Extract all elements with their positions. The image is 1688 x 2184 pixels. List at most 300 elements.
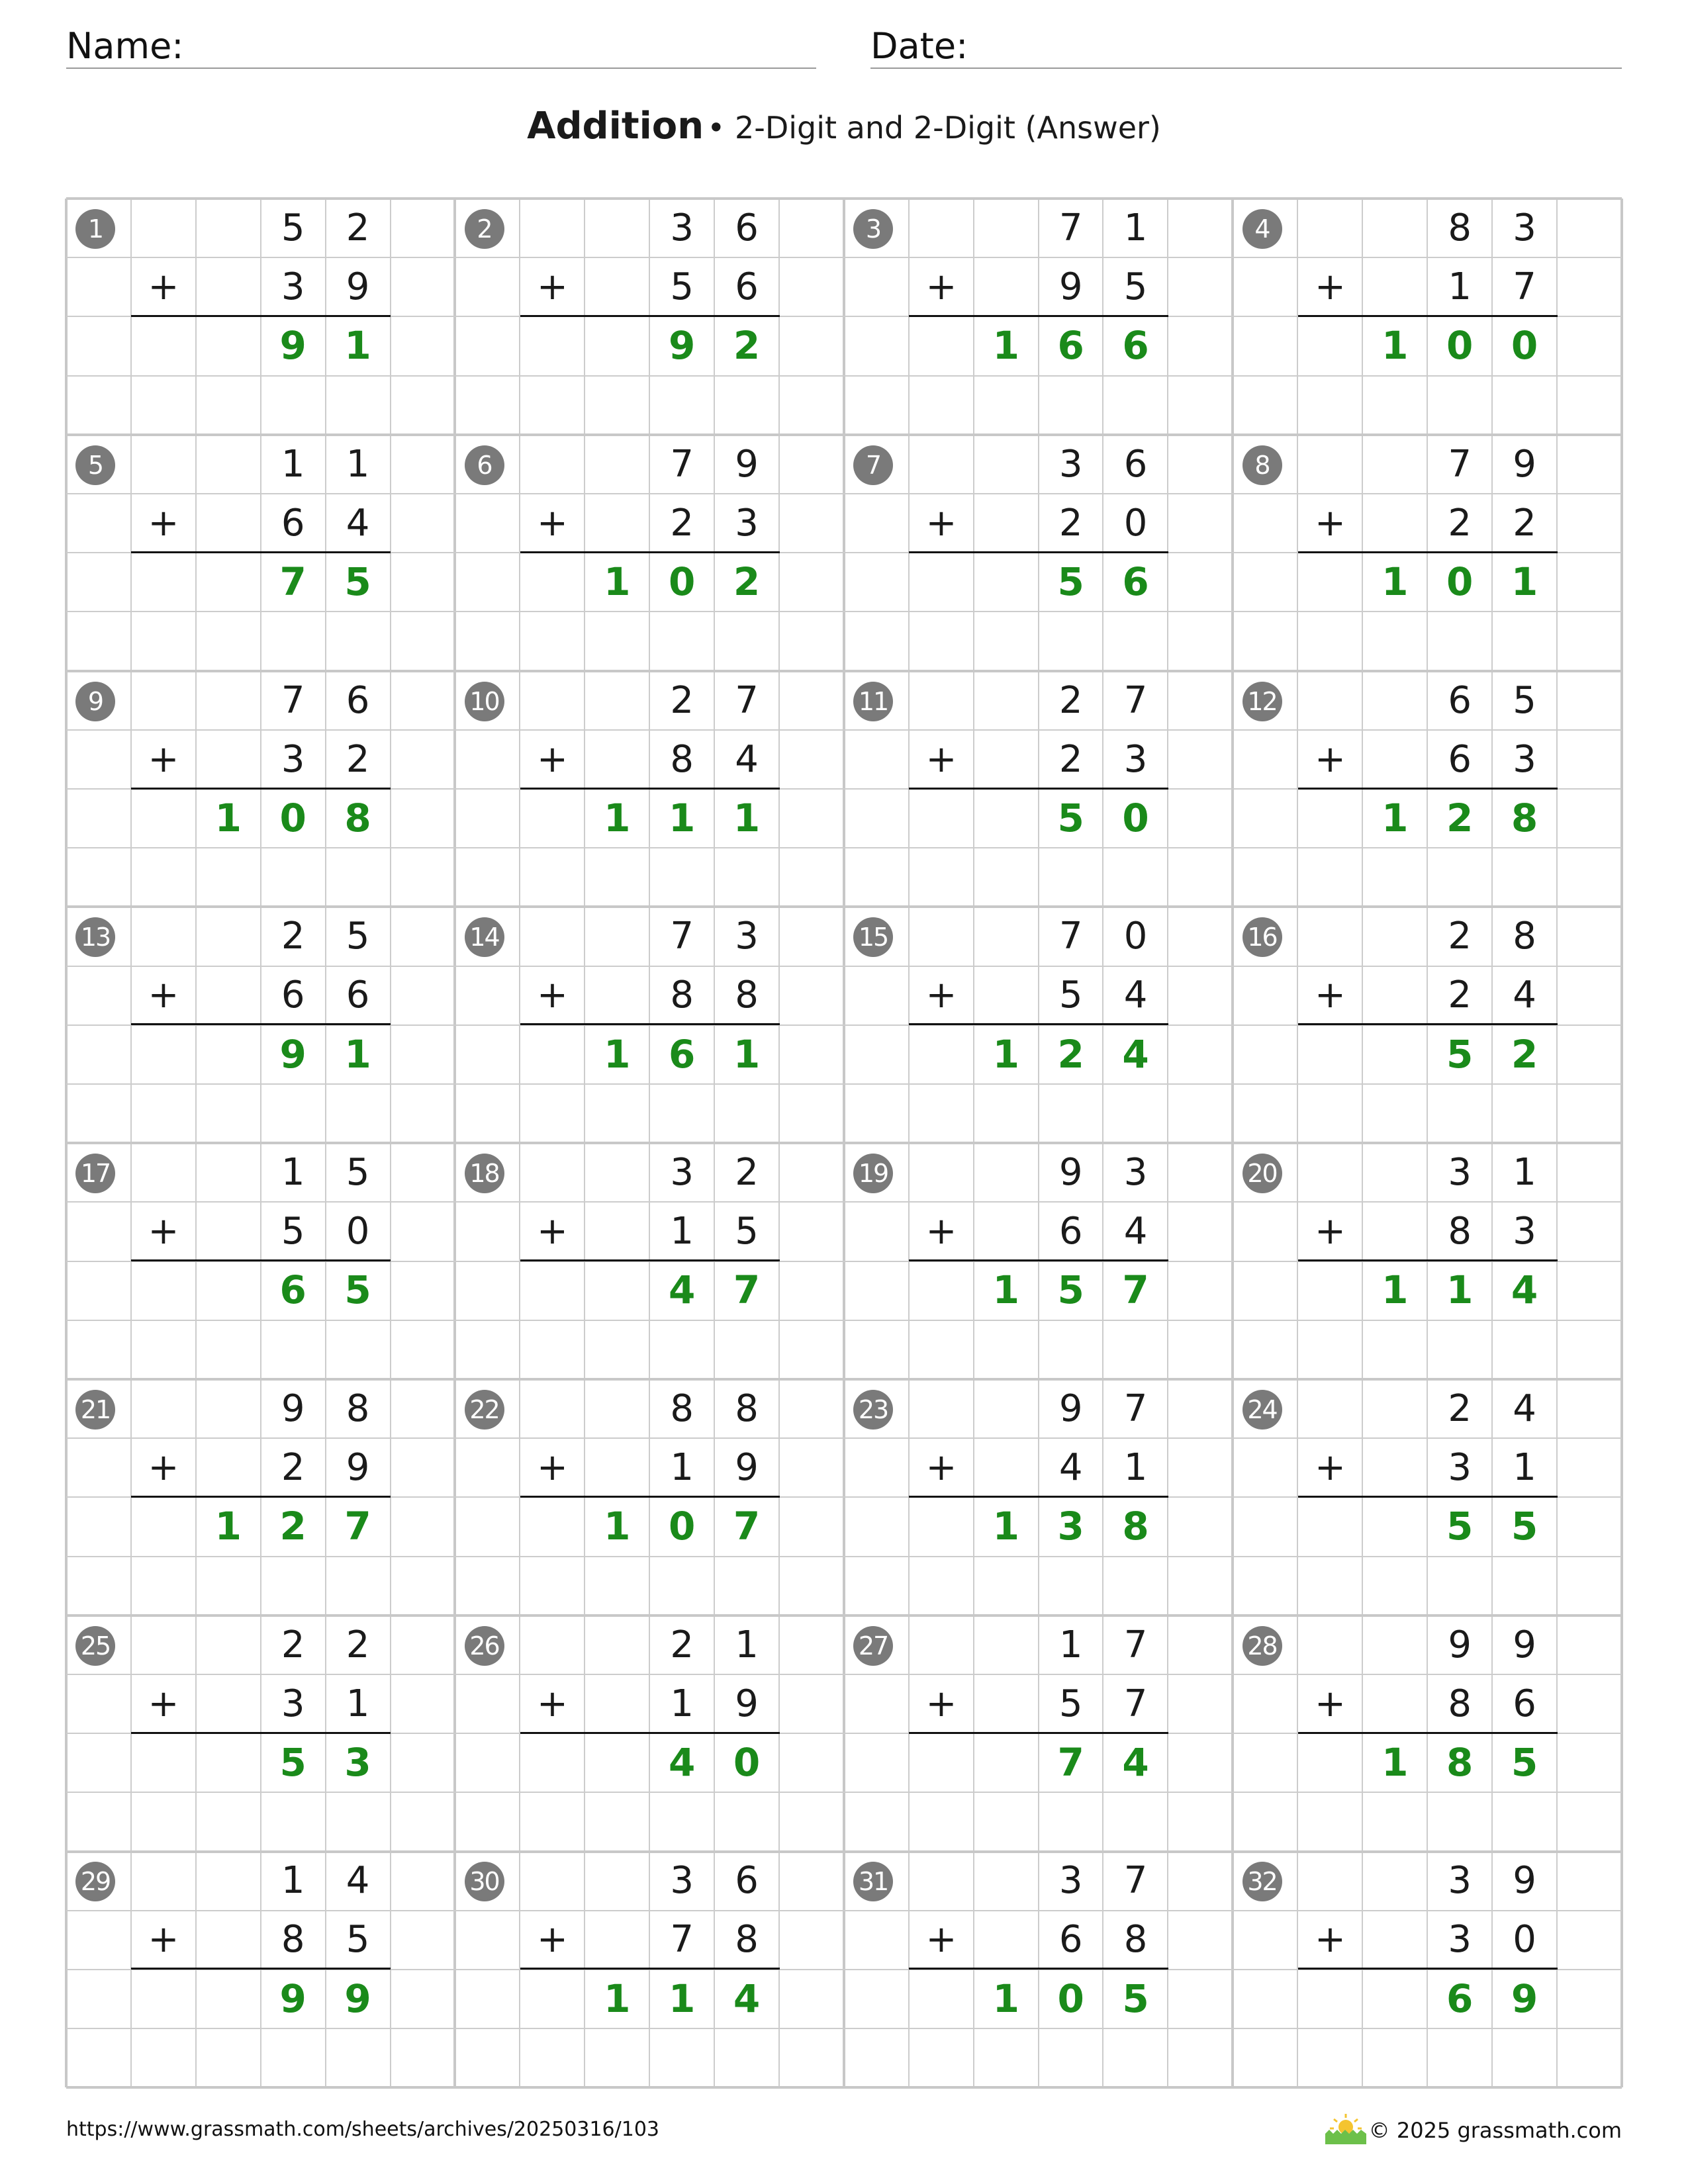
top-addend-digit: 2 (1058, 678, 1083, 722)
top-addend-digit: 8 (735, 1387, 759, 1430)
problem-number-badge: 29 (75, 1862, 115, 1901)
top-addend-digit: 6 (735, 206, 759, 250)
title-main: Addition (527, 105, 704, 148)
footer-copyright: © 2025 grassmath.com (1368, 2118, 1622, 2143)
bottom-addend-digit: 3 (281, 737, 305, 781)
top-addend-digit: 3 (1123, 1151, 1148, 1194)
answer-digit: 7 (733, 1504, 761, 1549)
problem-number-badge: 8 (1243, 445, 1282, 485)
bottom-addend-digit: 5 (346, 1918, 370, 1962)
plus-operator: + (537, 1445, 568, 1489)
answer-digit: 0 (1057, 1976, 1084, 2021)
problem-cell (1233, 1851, 1622, 2087)
answer-digit: 7 (1122, 1267, 1149, 1313)
top-addend-digit: 7 (735, 678, 759, 722)
top-addend-digit: 9 (1058, 1151, 1083, 1194)
top-addend-digit: 2 (670, 678, 694, 722)
problem-number-badge: 1 (75, 209, 115, 249)
answer-digit: 4 (1122, 1031, 1149, 1077)
bottom-addend-digit: 6 (346, 974, 370, 1017)
top-addend-digit: 7 (1123, 678, 1148, 722)
top-addend-digit: 2 (346, 1623, 370, 1666)
bottom-addend-digit: 1 (670, 1210, 694, 1253)
bottom-addend-digit: 7 (1513, 265, 1536, 309)
answer-digit: 1 (604, 795, 631, 841)
bottom-addend-digit: 2 (346, 737, 370, 781)
bottom-addend-digit: 5 (735, 1210, 759, 1253)
problem-number-badge: 27 (853, 1626, 893, 1666)
top-addend-digit: 3 (1448, 1151, 1472, 1194)
bottom-addend-digit: 5 (670, 265, 694, 309)
answer-digit: 4 (1122, 1739, 1149, 1785)
top-addend-digit: 9 (735, 442, 759, 486)
problem-cell (66, 671, 455, 907)
problem-cell (66, 1379, 455, 1615)
answer-digit: 2 (1446, 795, 1474, 841)
bottom-addend-digit: 3 (1448, 1445, 1472, 1489)
problem-number-badge: 5 (75, 445, 115, 485)
problem-number-badge: 15 (853, 917, 893, 957)
bottom-addend-digit: 8 (735, 1918, 759, 1962)
problem-cell (1233, 671, 1622, 907)
problem-cell (844, 907, 1233, 1142)
problem-number-badge: 22 (465, 1390, 504, 1430)
plus-operator: + (1315, 1682, 1346, 1725)
answer-digit: 2 (279, 1504, 306, 1549)
top-addend-digit: 0 (1123, 915, 1148, 958)
answer-digit: 1 (1382, 1267, 1409, 1313)
bottom-addend-digit: 4 (1058, 1445, 1083, 1489)
bottom-addend-digit: 8 (670, 737, 694, 781)
answer-digit: 0 (669, 1504, 696, 1549)
problem-cell (1233, 199, 1622, 434)
top-addend-digit: 3 (670, 206, 694, 250)
top-addend-digit: 3 (735, 915, 759, 958)
plus-operator: + (537, 1210, 568, 1253)
answer-digit: 1 (733, 1031, 761, 1077)
bottom-addend-digit: 6 (735, 265, 759, 309)
plus-operator: + (148, 1682, 179, 1725)
top-addend-digit: 9 (1513, 442, 1536, 486)
answer-digit: 2 (733, 323, 761, 369)
answer-digit: 8 (1511, 795, 1538, 841)
bottom-addend-digit: 9 (735, 1445, 759, 1489)
problem-cell (1233, 435, 1622, 670)
top-addend-digit: 2 (346, 206, 370, 250)
top-addend-digit: 7 (1058, 206, 1083, 250)
problem-cell (66, 907, 455, 1142)
answer-digit: 3 (344, 1739, 371, 1785)
answer-digit: 0 (1446, 323, 1474, 369)
answer-digit: 1 (669, 795, 696, 841)
plus-operator: + (148, 737, 179, 781)
top-addend-digit: 7 (281, 678, 305, 722)
top-addend-digit: 3 (670, 1859, 694, 1903)
problem-cell (455, 1143, 844, 1379)
answer-digit: 7 (1057, 1739, 1084, 1785)
bottom-addend-digit: 5 (1123, 265, 1148, 309)
bottom-addend-digit: 2 (1448, 974, 1472, 1017)
problem-number-badge: 32 (1243, 1862, 1282, 1901)
bottom-addend-digit: 3 (1513, 737, 1536, 781)
top-addend-digit: 1 (735, 1623, 759, 1666)
bottom-addend-digit: 7 (1123, 1682, 1148, 1725)
bottom-addend-digit: 9 (735, 1682, 759, 1725)
top-addend-digit: 5 (346, 1151, 370, 1194)
worksheet-title (0, 105, 1688, 148)
answer-digit: 1 (1382, 559, 1409, 605)
problem-cell (455, 435, 844, 670)
bottom-addend-digit: 4 (1123, 1210, 1148, 1253)
answer-digit: 1 (1511, 559, 1538, 605)
plus-operator: + (537, 501, 568, 545)
bottom-addend-digit: 6 (281, 974, 305, 1017)
bottom-addend-digit: 6 (1513, 1682, 1536, 1725)
bottom-addend-digit: 0 (1123, 501, 1148, 545)
bottom-addend-digit: 7 (670, 1918, 694, 1962)
plus-operator: + (1315, 501, 1346, 545)
problem-cell (844, 435, 1233, 670)
problem-number-badge: 17 (75, 1154, 115, 1193)
answer-digit: 5 (1057, 559, 1084, 605)
answer-digit: 6 (1122, 559, 1149, 605)
answer-digit: 1 (992, 1031, 1019, 1077)
answer-digit: 8 (1122, 1504, 1149, 1549)
answer-digit: 1 (992, 323, 1019, 369)
answer-digit: 0 (669, 559, 696, 605)
problem-cell (455, 1379, 844, 1615)
answer-digit: 1 (604, 1504, 631, 1549)
answer-digit: 5 (1057, 1267, 1084, 1313)
bottom-addend-digit: 6 (281, 501, 305, 545)
date-label: Date: (870, 25, 968, 67)
answer-digit: 1 (344, 323, 371, 369)
answer-digit: 5 (1446, 1504, 1474, 1549)
plus-operator: + (925, 1445, 957, 1489)
top-addend-digit: 9 (1513, 1623, 1536, 1666)
problem-cell (455, 671, 844, 907)
answer-digit: 6 (1057, 323, 1084, 369)
bottom-addend-digit: 8 (1448, 1210, 1472, 1253)
answer-digit: 1 (733, 795, 761, 841)
plus-operator: + (148, 501, 179, 545)
problem-cell (1233, 1615, 1622, 1851)
bottom-addend-digit: 1 (670, 1682, 694, 1725)
answer-digit: 0 (279, 795, 306, 841)
answer-digit: 5 (1057, 795, 1084, 841)
plus-operator: + (925, 1210, 957, 1253)
answer-digit: 2 (733, 559, 761, 605)
answer-digit: 0 (1122, 795, 1149, 841)
answer-digit: 8 (1446, 1739, 1474, 1785)
bottom-addend-digit: 6 (1058, 1918, 1083, 1962)
bottom-addend-digit: 3 (1513, 1210, 1536, 1253)
plus-operator: + (1315, 737, 1346, 781)
answer-digit: 4 (1511, 1267, 1538, 1313)
plus-operator: + (537, 265, 568, 308)
problem-cell (844, 1851, 1233, 2087)
bottom-addend-digit: 3 (1123, 737, 1148, 781)
bottom-addend-digit: 3 (281, 265, 305, 309)
title-subtitle: • 2-Digit and 2-Digit (Answer) (707, 110, 1161, 146)
top-addend-digit: 1 (1513, 1151, 1536, 1194)
problem-number-badge: 14 (465, 917, 504, 957)
problem-cell (66, 1143, 455, 1379)
top-addend-digit: 9 (1058, 1387, 1083, 1430)
problem-cell (66, 199, 455, 434)
answer-digit: 6 (669, 1031, 696, 1077)
answer-digit: 1 (1382, 323, 1409, 369)
problem-number-badge: 18 (465, 1154, 504, 1193)
problem-number-badge: 11 (853, 682, 893, 721)
answer-digit: 1 (604, 1031, 631, 1077)
problem-number-badge: 13 (75, 917, 115, 957)
bottom-addend-digit: 3 (281, 1682, 305, 1725)
answer-digit: 7 (279, 559, 306, 605)
top-addend-digit: 7 (1123, 1859, 1148, 1903)
bottom-addend-digit: 3 (1448, 1918, 1472, 1962)
answer-digit: 9 (344, 1976, 371, 2021)
problem-cell (66, 1851, 455, 2087)
problem-number-badge: 20 (1243, 1154, 1282, 1193)
plus-operator: + (925, 737, 957, 781)
top-addend-digit: 1 (1123, 206, 1148, 250)
problem-number-badge: 28 (1243, 1626, 1282, 1666)
answer-digit: 0 (1511, 323, 1538, 369)
top-addend-digit: 3 (670, 1151, 694, 1194)
bottom-addend-digit: 0 (346, 1210, 370, 1253)
problem-cell (844, 1143, 1233, 1379)
problem-number-badge: 2 (465, 209, 504, 249)
answer-digit: 0 (733, 1739, 761, 1785)
plus-operator: + (537, 974, 568, 1017)
top-addend-digit: 1 (346, 442, 370, 486)
answer-digit: 1 (1382, 795, 1409, 841)
top-addend-digit: 7 (670, 915, 694, 958)
problem-number-badge: 21 (75, 1390, 115, 1430)
bottom-addend-digit: 2 (1058, 737, 1083, 781)
grass-sun-logo-icon (1323, 2113, 1369, 2146)
top-addend-digit: 4 (346, 1859, 370, 1903)
bottom-addend-digit: 9 (346, 265, 370, 309)
answer-digit: 1 (1382, 1739, 1409, 1785)
problem-cell (66, 1615, 455, 1851)
answer-digit: 0 (1446, 559, 1474, 605)
problem-cell (1233, 907, 1622, 1142)
top-addend-digit: 3 (1513, 206, 1536, 250)
answer-digit: 9 (279, 323, 306, 369)
plus-operator: + (925, 501, 957, 545)
answer-digit: 4 (733, 1976, 761, 2021)
plus-operator: + (1315, 974, 1346, 1017)
plus-operator: + (148, 1210, 179, 1253)
plus-operator: + (1315, 1445, 1346, 1489)
top-addend-digit: 6 (346, 678, 370, 722)
answer-digit: 1 (992, 1267, 1019, 1313)
problem-number-badge: 25 (75, 1626, 115, 1666)
top-addend-digit: 2 (1448, 1387, 1472, 1430)
answer-digit: 5 (344, 1267, 371, 1313)
top-addend-digit: 5 (1513, 678, 1536, 722)
top-addend-digit: 8 (1448, 206, 1472, 250)
bottom-addend-digit: 8 (1448, 1682, 1472, 1725)
footer-url[interactable]: https://www.grassmath.com/sheets/archives/20250316/103 (66, 2118, 660, 2141)
bottom-addend-digit: 8 (735, 974, 759, 1017)
bottom-addend-digit: 2 (1513, 501, 1536, 545)
problem-cell (455, 907, 844, 1142)
problem-number-badge: 3 (853, 209, 893, 249)
top-addend-digit: 7 (1123, 1387, 1148, 1430)
plus-operator: + (148, 1445, 179, 1489)
answer-digit: 2 (1511, 1031, 1538, 1077)
top-addend-digit: 7 (670, 442, 694, 486)
answer-digit: 1 (214, 795, 242, 841)
top-addend-digit: 1 (281, 1859, 305, 1903)
problem-cell (844, 1379, 1233, 1615)
answer-digit: 5 (1446, 1031, 1474, 1077)
bottom-addend-digit: 0 (1513, 1918, 1536, 1962)
answer-digit: 6 (1122, 323, 1149, 369)
plus-operator: + (925, 974, 957, 1017)
answer-digit: 5 (1511, 1739, 1538, 1785)
name-field[interactable] (66, 25, 816, 69)
top-addend-digit: 3 (1058, 1859, 1083, 1903)
problem-cell (844, 1615, 1233, 1851)
answer-digit: 5 (1511, 1504, 1538, 1549)
problem-number-badge: 30 (465, 1862, 504, 1901)
top-addend-digit: 2 (1448, 915, 1472, 958)
top-addend-digit: 6 (1448, 678, 1472, 722)
problem-number-badge: 4 (1243, 209, 1282, 249)
problem-number-badge: 23 (853, 1390, 893, 1430)
bottom-addend-digit: 5 (281, 1210, 305, 1253)
problem-cell (455, 1615, 844, 1851)
top-addend-digit: 3 (1448, 1859, 1472, 1903)
bottom-addend-digit: 4 (1513, 974, 1536, 1017)
bottom-addend-digit: 1 (1123, 1445, 1148, 1489)
plus-operator: + (925, 265, 957, 308)
plus-operator: + (537, 1918, 568, 1962)
top-addend-digit: 2 (281, 1623, 305, 1666)
problem-number-badge: 19 (853, 1154, 893, 1193)
top-addend-digit: 6 (735, 1859, 759, 1903)
bottom-addend-digit: 2 (281, 1445, 305, 1489)
top-addend-digit: 7 (1448, 442, 1472, 486)
problem-cell (66, 435, 455, 670)
answer-digit: 7 (733, 1267, 761, 1313)
problem-cell (455, 199, 844, 434)
plus-operator: + (148, 1918, 179, 1962)
answer-digit: 4 (669, 1739, 696, 1785)
bottom-addend-digit: 2 (1448, 501, 1472, 545)
answer-digit: 6 (1446, 1976, 1474, 2021)
answer-digit: 1 (344, 1031, 371, 1077)
top-addend-digit: 6 (1123, 442, 1148, 486)
bottom-addend-digit: 1 (1513, 1445, 1536, 1489)
problem-number-badge: 6 (465, 445, 504, 485)
problem-cell (844, 671, 1233, 907)
problem-number-badge: 16 (1243, 917, 1282, 957)
answer-digit: 1 (992, 1504, 1019, 1549)
answer-digit: 1 (669, 1976, 696, 2021)
bottom-addend-digit: 8 (670, 974, 694, 1017)
top-addend-digit: 1 (1058, 1623, 1083, 1666)
answer-digit: 1 (604, 1976, 631, 2021)
top-addend-digit: 1 (281, 1151, 305, 1194)
problem-number-badge: 31 (853, 1862, 893, 1901)
bottom-addend-digit: 9 (1058, 265, 1083, 309)
bottom-addend-digit: 9 (346, 1445, 370, 1489)
name-label: Name: (66, 25, 184, 67)
bottom-addend-digit: 2 (670, 501, 694, 545)
problem-number-badge: 9 (75, 682, 115, 721)
top-addend-digit: 8 (670, 1387, 694, 1430)
top-addend-digit: 5 (346, 915, 370, 958)
bottom-addend-digit: 4 (735, 737, 759, 781)
plus-operator: + (537, 1682, 568, 1725)
plus-operator: + (925, 1682, 957, 1725)
top-addend-digit: 7 (1123, 1623, 1148, 1666)
answer-digit: 5 (344, 559, 371, 605)
plus-operator: + (1315, 265, 1346, 308)
problem-grid (66, 199, 1622, 2087)
top-addend-digit: 1 (281, 442, 305, 486)
plus-operator: + (1315, 1918, 1346, 1962)
problem-number-badge: 7 (853, 445, 893, 485)
top-addend-digit: 9 (281, 1387, 305, 1430)
answer-digit: 1 (1446, 1267, 1474, 1313)
top-addend-digit: 2 (735, 1151, 759, 1194)
date-field[interactable] (870, 25, 1622, 69)
top-addend-digit: 5 (281, 206, 305, 250)
problem-cell (455, 1851, 844, 2087)
answer-digit: 3 (1057, 1504, 1084, 1549)
bottom-addend-digit: 1 (346, 1682, 370, 1725)
problem-cell (1233, 1379, 1622, 1615)
answer-digit: 9 (279, 1031, 306, 1077)
answer-digit: 9 (669, 323, 696, 369)
top-addend-digit: 9 (1513, 1859, 1536, 1903)
bottom-addend-digit: 4 (346, 501, 370, 545)
plus-operator: + (925, 1918, 957, 1962)
bottom-addend-digit: 1 (670, 1445, 694, 1489)
top-addend-digit: 2 (281, 915, 305, 958)
bottom-addend-digit: 6 (1058, 1210, 1083, 1253)
plus-operator: + (148, 974, 179, 1017)
answer-digit: 5 (279, 1739, 306, 1785)
answer-digit: 9 (1511, 1976, 1538, 2021)
top-addend-digit: 8 (1513, 915, 1536, 958)
top-addend-digit: 9 (1448, 1623, 1472, 1666)
answer-digit: 9 (279, 1976, 306, 2021)
top-addend-digit: 2 (670, 1623, 694, 1666)
bottom-addend-digit: 3 (735, 501, 759, 545)
plus-operator: + (537, 737, 568, 781)
answer-digit: 4 (669, 1267, 696, 1313)
plus-operator: + (148, 265, 179, 308)
problem-cell (1233, 1143, 1622, 1379)
answer-digit: 8 (344, 795, 371, 841)
top-addend-digit: 4 (1513, 1387, 1536, 1430)
bottom-addend-digit: 6 (1448, 737, 1472, 781)
answer-digit: 5 (1122, 1976, 1149, 2021)
answer-digit: 1 (214, 1504, 242, 1549)
top-addend-digit: 3 (1058, 442, 1083, 486)
top-addend-digit: 8 (346, 1387, 370, 1430)
bottom-addend-digit: 4 (1123, 974, 1148, 1017)
problem-number-badge: 26 (465, 1626, 504, 1666)
answer-digit: 1 (992, 1976, 1019, 2021)
